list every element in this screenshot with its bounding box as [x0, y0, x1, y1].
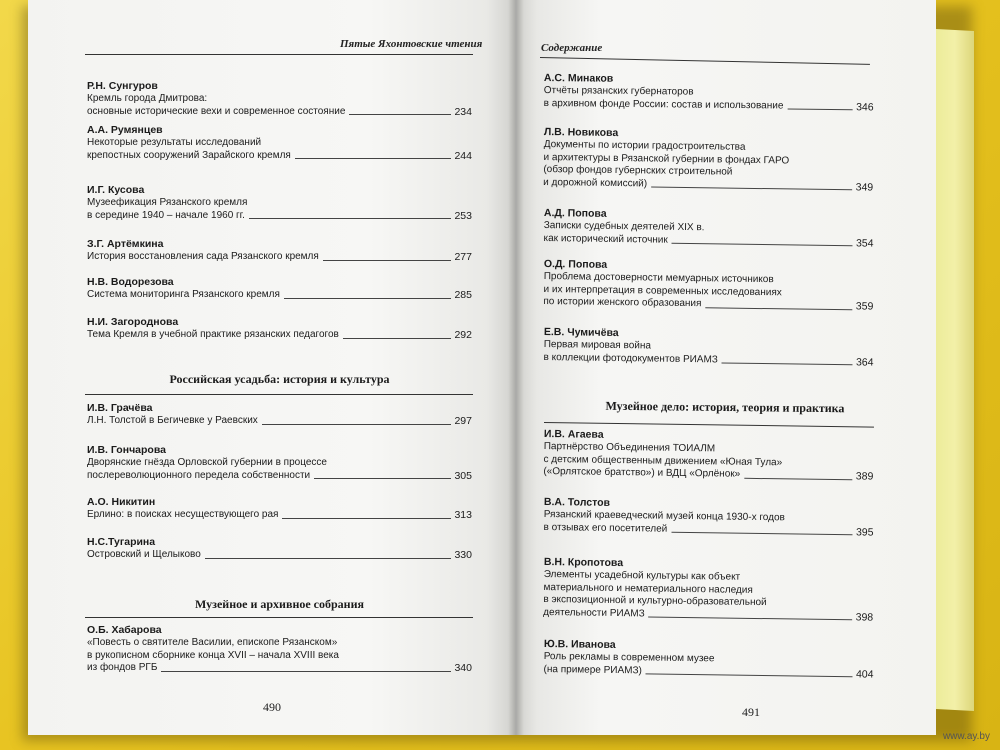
- entry-page-number: 234: [454, 105, 472, 118]
- entry-title-line: Отчёты рязанских губернаторов: [543, 84, 694, 98]
- toc-entry: [87, 238, 472, 264]
- leader-dots: [671, 532, 853, 536]
- leader-dots: [705, 307, 852, 310]
- entry-title-line: Записки судебных деятелей XIX в.: [543, 219, 705, 234]
- entry-author: А.Д. Попова: [543, 207, 607, 220]
- section-rule: [85, 617, 473, 618]
- entry-title-line: Партнёрство Объединения ТОИАЛМ: [543, 440, 716, 455]
- entry-title-line: Роль рекламы в современном музее: [543, 650, 715, 665]
- left-header-rule: [85, 54, 473, 55]
- entry-title-line: крепостных сооружений Зарайского кремля: [87, 149, 291, 161]
- entry-author: З.Г. Артёмкина: [87, 238, 164, 250]
- leader-dots: [672, 243, 853, 247]
- section-rule: [85, 394, 473, 395]
- entry-page-number: 305: [454, 469, 472, 482]
- right-page-number: 491: [742, 705, 760, 719]
- entry-author: И.В. Грачёва: [87, 402, 153, 414]
- leader-dots: [295, 158, 452, 159]
- right-running-head: Содержание: [541, 42, 603, 54]
- entry-title-line: как исторический источник: [543, 232, 668, 246]
- entry-page-number: 313: [454, 509, 472, 521]
- section-heading: Музейное и архивное собрания: [194, 597, 364, 611]
- entry-page-number: 354: [855, 236, 874, 250]
- leader-dots: [314, 478, 451, 479]
- toc-entry: [87, 444, 472, 482]
- section-heading: Музейное дело: история, теория и практика: [605, 398, 845, 416]
- toc-entry: [543, 326, 873, 369]
- toc-entry: [87, 276, 472, 302]
- entry-page-number: 395: [855, 525, 874, 539]
- entry-author: Н.В. Водорезова: [87, 276, 174, 288]
- entry-title-line: Система мониторинга Рязанского кремля: [87, 289, 280, 300]
- entry-author: А.С. Минаков: [543, 72, 614, 85]
- leader-dots: [205, 558, 452, 559]
- toc-entry: [87, 624, 472, 675]
- leader-dots: [161, 671, 451, 672]
- book-gutter: [508, 0, 524, 735]
- entry-title-line: Л.Н. Толстой в Бегичевке у Раевских: [87, 415, 258, 426]
- entry-title-line: Рязанский краеведческий музей конца 1930-х годов: [543, 508, 785, 524]
- entry-page-number: 297: [454, 415, 472, 427]
- entry-title-line: Проблема достоверности мемуарных источников: [543, 270, 774, 286]
- toc-entry: [87, 316, 472, 342]
- entry-title-line: в коллекции фотодокументов РИАМЗ: [543, 351, 718, 365]
- entry-title-line: и архитектуры в Рязанской губернии в фондах ГАРО: [543, 151, 790, 166]
- entry-author: Л.В. Новикова: [543, 126, 619, 140]
- leader-dots: [744, 477, 853, 480]
- entry-title-line: Музеефикация Рязанского кремля: [87, 197, 248, 208]
- toc-entry: [543, 428, 874, 483]
- entry-title-line: из фондов РГБ: [87, 662, 158, 673]
- entry-title-line: в экспозиционной и культурно-образовательной: [543, 593, 767, 609]
- watermark: www.ay.by: [942, 731, 990, 742]
- entry-title-line: Дворянские гнёзда Орловской губернии в процессе: [87, 457, 327, 468]
- leader-dots: [722, 362, 853, 365]
- entry-title-line: по истории женского образования: [543, 295, 702, 310]
- entry-title-line: Тема Кремля в учебной практике рязанских педагогов: [87, 329, 339, 340]
- entry-page-number: 364: [855, 355, 874, 369]
- entry-title-line: Документы по истории градостроительства: [543, 138, 746, 153]
- entry-author: А.А. Румянцев: [87, 124, 163, 136]
- leader-dots: [649, 616, 853, 620]
- entry-author: В.А. Толстов: [543, 496, 611, 509]
- entry-author: Р.Н. Сунгуров: [87, 80, 158, 92]
- entry-page-number: 389: [855, 470, 874, 483]
- entry-page-number: 253: [454, 209, 472, 222]
- entry-page-number: 330: [454, 549, 472, 561]
- entry-author: Н.С.Тугарина: [87, 536, 156, 548]
- leader-dots: [646, 673, 853, 677]
- entry-title-line: Первая мировая война: [543, 338, 652, 352]
- entry-author: Н.И. Загороднова: [87, 316, 179, 328]
- toc-entry: [543, 496, 873, 539]
- entry-author: Ю.В. Иванова: [543, 638, 616, 652]
- entry-title-line: деятельности РИАМЗ: [543, 606, 645, 619]
- entry-page-number: 349: [855, 180, 874, 194]
- toc-entry: [544, 72, 874, 113]
- entry-page-number: 292: [454, 329, 472, 341]
- entry-page-number: 404: [855, 667, 874, 681]
- entry-page-number: 285: [454, 289, 472, 301]
- toc-entry: [87, 402, 472, 428]
- entry-title-line: в архивном фонде России: состав и использование: [543, 97, 784, 112]
- section-heading: Российская усадьба: история и культура: [169, 372, 390, 386]
- leader-dots: [284, 298, 452, 299]
- entry-title-line: с детским общественным движением «Юная Тула»: [543, 453, 783, 468]
- entry-page-number: 359: [855, 300, 874, 313]
- entry-title-line: Некоторые результаты исследований: [87, 137, 262, 148]
- entry-author: И.Г. Кусова: [87, 184, 145, 196]
- entry-title-line: «Повесть о святителе Василии, епископе Рязанском»: [87, 637, 338, 648]
- toc-entry: [543, 258, 874, 313]
- toc-entry: [543, 556, 874, 624]
- entry-page-number: 346: [856, 100, 874, 113]
- leader-dots: [249, 218, 452, 219]
- entry-page-number: 398: [855, 610, 874, 624]
- toc-entry: [87, 124, 472, 162]
- entry-title-line: послереволюционного передела собственности: [87, 469, 311, 481]
- entry-title-line: и дорожной комиссий): [543, 176, 648, 189]
- leader-dots: [343, 338, 452, 339]
- entry-page-number: 277: [454, 251, 472, 263]
- toc-entry: [87, 184, 472, 222]
- entry-author: В.Н. Кропотова: [543, 556, 624, 570]
- entry-page-number: 340: [454, 662, 472, 674]
- toc-entry: [87, 536, 472, 562]
- toc-entry: [87, 496, 472, 522]
- leader-dots: [282, 518, 451, 519]
- entry-author: О.Д. Попова: [543, 258, 608, 271]
- entry-title-line: материального и нематериального наследия: [543, 581, 753, 596]
- toc-entry: [543, 207, 873, 250]
- entry-title-line: Элементы усадебной культуры как объект: [543, 568, 741, 583]
- entry-title-line: основные исторические вехи и современное состояние: [87, 105, 346, 117]
- left-page-number: 490: [263, 700, 281, 714]
- entry-title-line: в отзывах его посетителей: [543, 521, 668, 535]
- entry-author: А.О. Никитин: [87, 496, 156, 508]
- left-running-head: Пятые Яхонтовские чтения: [340, 38, 483, 50]
- entry-title-line: в середине 1940 – начале 1960 гг.: [87, 209, 245, 221]
- entry-author: И.В. Агаева: [543, 428, 604, 441]
- leader-dots: [262, 424, 452, 425]
- entry-title-line: (обзор фондов губернских строительной: [543, 163, 733, 178]
- entry-title-line: История восстановления сада Рязанского кремля: [87, 251, 319, 262]
- entry-title-line: (на примере РИАМЗ): [543, 663, 642, 676]
- toc-entry: [543, 638, 873, 681]
- entry-title-line: («Орлятское братство») и ВДЦ «Орлёнок»: [543, 465, 741, 480]
- entry-title-line: и их интерпретация в современных исследованиях: [543, 283, 782, 298]
- entry-title-line: Островский и Щелыково: [87, 549, 201, 560]
- leader-dots: [651, 187, 853, 191]
- entry-title-line: Ерлино: в поисках несуществующего рая: [87, 509, 279, 520]
- toc-entry: [543, 126, 874, 194]
- leader-dots: [349, 114, 451, 115]
- toc-entry: [87, 80, 472, 118]
- entry-author: Е.В. Чумичёва: [543, 326, 619, 340]
- page-edges: [936, 29, 974, 711]
- leader-dots: [787, 109, 853, 111]
- leader-dots: [323, 260, 452, 261]
- entry-author: И.В. Гончарова: [87, 444, 166, 456]
- entry-page-number: 244: [454, 149, 472, 162]
- entry-title-line: Кремль города Дмитрова:: [87, 93, 208, 104]
- entry-title-line: в рукописном сборнике конца XVII – начала XVIII века: [87, 649, 339, 661]
- entry-author: О.Б. Хабарова: [87, 624, 162, 636]
